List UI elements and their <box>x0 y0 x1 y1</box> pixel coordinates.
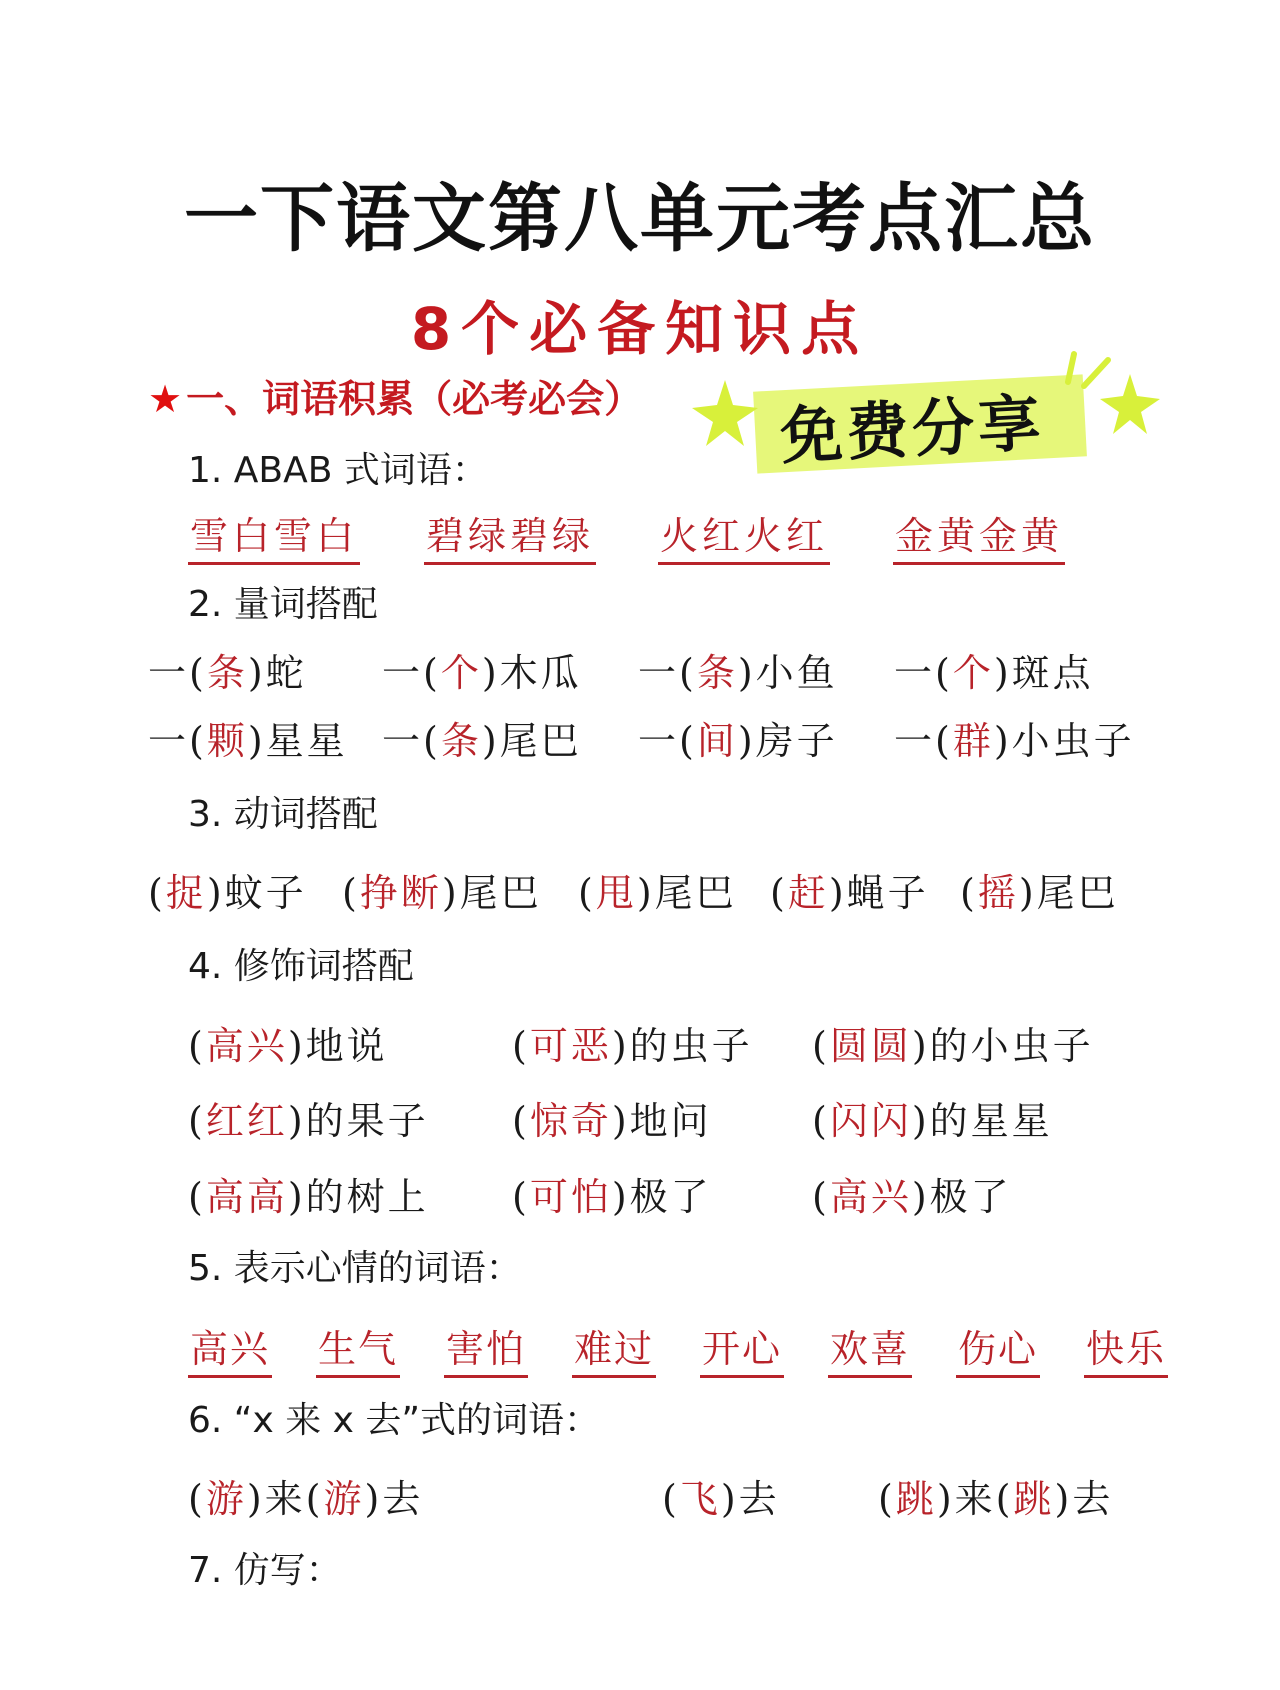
bracket-text: ( <box>188 1099 206 1143</box>
modifier-item <box>512 1166 712 1221</box>
answer-text: 摇 <box>977 871 1019 915</box>
bracket-text: ( <box>812 1175 830 1219</box>
phrase-text: )来( <box>936 1477 1014 1521</box>
measure-word-item <box>894 642 1094 697</box>
answer-text: 颗 <box>206 719 248 763</box>
phrase-text: )的果子 <box>287 1099 429 1143</box>
page-subtitle: 8个必备知识点 <box>410 295 870 363</box>
mood-word: 伤心 <box>956 1318 1040 1378</box>
mood-word: 高兴 <box>188 1318 272 1378</box>
bracket-text: 一( <box>148 719 207 763</box>
phrase-text: )小虫子 <box>993 719 1135 763</box>
bracket-text: ( <box>512 1175 530 1219</box>
phrase-text: ( <box>662 1477 680 1521</box>
answer-text: 游 <box>205 1477 247 1521</box>
phrase-text: )来( <box>246 1477 324 1521</box>
bracket-text: 一( <box>894 651 953 695</box>
verb-item <box>342 862 542 917</box>
modifier-item <box>812 1166 1012 1221</box>
mood-word: 害怕 <box>444 1318 528 1378</box>
answer-text: 可恶 <box>529 1024 612 1068</box>
bracket-text: 一( <box>638 651 697 695</box>
mood-word: 生气 <box>316 1318 400 1378</box>
modifier-item <box>188 1015 388 1070</box>
bracket-text: 一( <box>382 719 441 763</box>
modifier-item <box>812 1015 1094 1070</box>
phrase-text: )尾巴 <box>441 871 542 915</box>
bracket-text: ( <box>812 1099 830 1143</box>
phrase-text: )蚊子 <box>206 871 307 915</box>
mood-word: 开心 <box>700 1318 784 1378</box>
phrase-text: )尾巴 <box>636 871 737 915</box>
answer-text: 个 <box>952 651 994 695</box>
modifier-item <box>512 1090 712 1145</box>
bracket-text: ( <box>342 871 360 915</box>
phrase-text: )尾巴 <box>481 719 582 763</box>
abab-word: 碧绿碧绿 <box>424 505 596 565</box>
phrase-text: )去 <box>364 1477 424 1521</box>
answer-text: 红红 <box>205 1099 288 1143</box>
answer-text: 条 <box>206 651 248 695</box>
mood-word: 难过 <box>572 1318 656 1378</box>
phrase-text: )房子 <box>737 719 838 763</box>
answer-text: 个 <box>440 651 482 695</box>
phrase-text: )去 <box>720 1477 780 1521</box>
section-heading <box>148 368 642 423</box>
phrase-text: )极了 <box>911 1175 1012 1219</box>
phrase-text: )蛇 <box>247 651 307 695</box>
phrase-text: )的树上 <box>287 1175 429 1219</box>
measure-word-item <box>148 642 307 697</box>
answer-text: 可怕 <box>529 1175 612 1219</box>
bracket-text: ( <box>188 1175 206 1219</box>
heading-measure-words: 2. 量词搭配 <box>188 584 378 625</box>
page-title: 一下语文第八单元考点汇总 <box>184 176 1096 262</box>
answer-text: 赶 <box>787 871 829 915</box>
bracket-text: ( <box>148 871 166 915</box>
star-icon: ★ <box>148 377 183 421</box>
bracket-text: ( <box>512 1099 530 1143</box>
heading-x-lai-x-qu: 6. “x 来 x 去”式的词语： <box>188 1400 601 1441</box>
bracket-text: 一( <box>638 719 697 763</box>
heading-moods: 5. 表示心情的词语： <box>188 1248 522 1289</box>
modifier-item <box>512 1015 753 1070</box>
answer-text: 间 <box>696 719 738 763</box>
bracket-text: ( <box>960 871 978 915</box>
bracket-text: 一( <box>148 651 207 695</box>
phrase-text: )地问 <box>611 1099 712 1143</box>
bracket-text: ( <box>812 1024 830 1068</box>
bracket-text: ( <box>512 1024 530 1068</box>
answer-text: 高兴 <box>205 1024 288 1068</box>
abab-word: 金黄金黄 <box>893 505 1065 565</box>
answer-text: 跳 <box>1013 1477 1055 1521</box>
measure-word-item <box>638 710 838 765</box>
free-share-badge: 免费分享 <box>778 386 1047 473</box>
heading-imitation: 7. 仿写： <box>188 1550 342 1591</box>
answer-text: 闪闪 <box>829 1099 912 1143</box>
phrase-text: )地说 <box>287 1024 388 1068</box>
x-lai-x-qu-item <box>662 1468 780 1523</box>
answer-text: 游 <box>323 1477 365 1521</box>
sparkle-left-icon <box>690 378 760 448</box>
phrase-text: ( <box>188 1477 206 1521</box>
modifier-item <box>812 1090 1053 1145</box>
phrase-text: )的小虫子 <box>911 1024 1094 1068</box>
heading-abab: 1. ABAB 式词语： <box>188 450 488 491</box>
answer-text: 跳 <box>895 1477 937 1521</box>
phrase-text: )斑点 <box>993 651 1094 695</box>
bracket-text: 一( <box>894 719 953 763</box>
answer-text: 捉 <box>165 871 207 915</box>
phrase-text: )蝇子 <box>828 871 929 915</box>
x-lai-x-qu-item <box>878 1468 1113 1523</box>
phrase-text: ( <box>878 1477 896 1521</box>
phrase-text: )去 <box>1054 1477 1114 1521</box>
phrase-text: )的虫子 <box>611 1024 753 1068</box>
bracket-text: ( <box>578 871 596 915</box>
phrase-text: )尾巴 <box>1018 871 1119 915</box>
verb-item <box>960 862 1119 917</box>
answer-text: 圆圆 <box>829 1024 912 1068</box>
bracket-text: ( <box>770 871 788 915</box>
answer-text: 高高 <box>205 1175 288 1219</box>
measure-word-item <box>382 710 582 765</box>
answer-text: 条 <box>696 651 738 695</box>
heading-modifiers: 4. 修饰词搭配 <box>188 946 414 987</box>
answer-text: 飞 <box>679 1477 721 1521</box>
mood-word: 欢喜 <box>828 1318 912 1378</box>
answer-text: 条 <box>440 719 482 763</box>
answer-text: 高兴 <box>829 1175 912 1219</box>
answer-text: 群 <box>952 719 994 763</box>
measure-word-item <box>382 642 582 697</box>
modifier-item <box>188 1090 429 1145</box>
measure-word-item <box>148 710 348 765</box>
abab-word: 雪白雪白 <box>188 505 360 565</box>
section-label: 一、词语积累（必考必会） <box>186 377 643 421</box>
answer-text: 甩 <box>595 871 637 915</box>
measure-word-item <box>638 642 838 697</box>
phrase-text: )小鱼 <box>737 651 838 695</box>
phrase-text: )极了 <box>611 1175 712 1219</box>
sparkle-lines-icon <box>1060 342 1120 392</box>
bracket-text: 一( <box>382 651 441 695</box>
modifier-item <box>188 1166 429 1221</box>
mood-word: 快乐 <box>1084 1318 1168 1378</box>
phrase-text: )星星 <box>247 719 348 763</box>
verb-item <box>148 862 307 917</box>
verb-item <box>578 862 737 917</box>
answer-text: 惊奇 <box>529 1099 612 1143</box>
verb-item <box>770 862 929 917</box>
answer-text: 挣断 <box>359 871 442 915</box>
heading-verbs: 3. 动词搭配 <box>188 794 378 835</box>
phrase-text: )的星星 <box>911 1099 1053 1143</box>
abab-word: 火红火红 <box>658 505 830 565</box>
phrase-text: )木瓜 <box>481 651 582 695</box>
x-lai-x-qu-item <box>188 1468 423 1523</box>
bracket-text: ( <box>188 1024 206 1068</box>
measure-word-item <box>894 710 1135 765</box>
